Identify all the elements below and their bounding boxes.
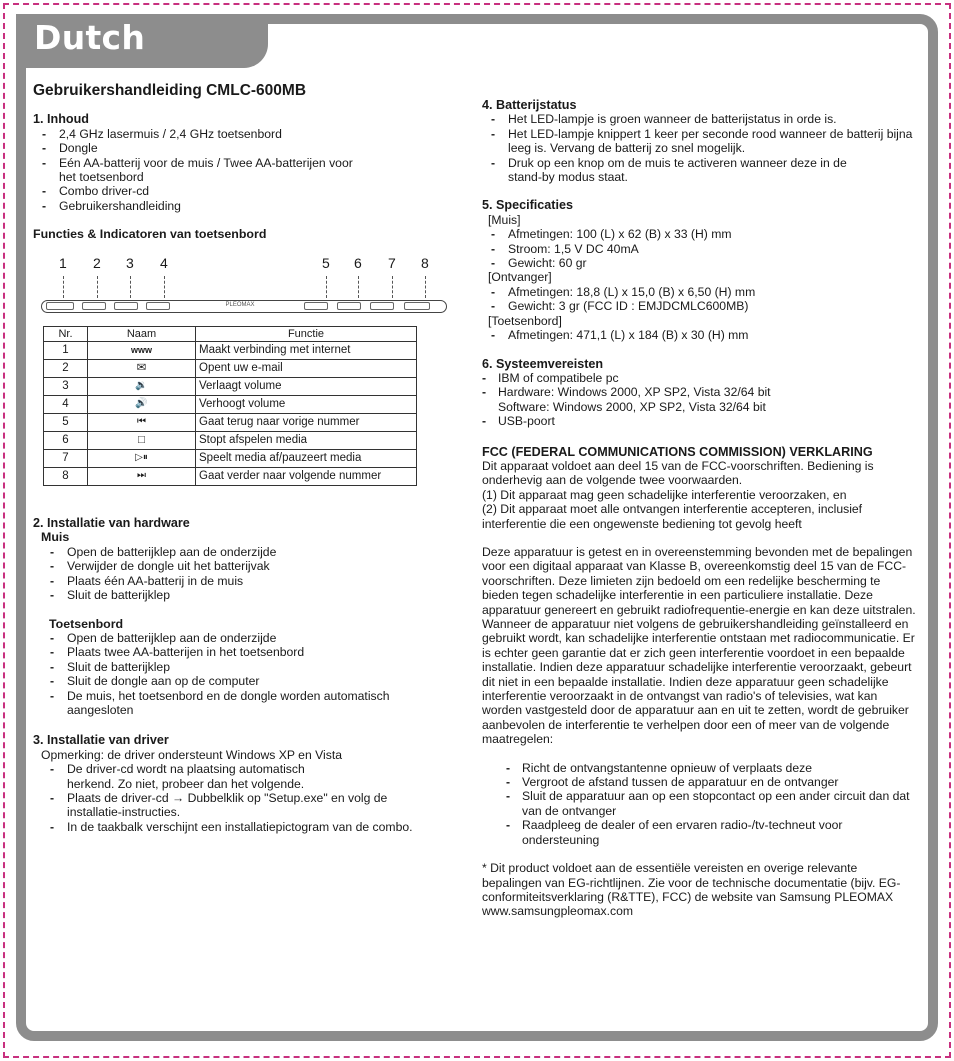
driver-steps [33,762,463,834]
diagram-number: 3 [126,254,134,271]
previous-track-icon: ⏮ [88,414,196,432]
row-function: Verhoogt volume [196,396,417,414]
language-tab-title: Dutch [34,18,146,57]
row-function: Stopt afspelen media [196,432,417,450]
system-list [482,371,920,429]
column-header-name: Naam [88,326,196,341]
diagram-number: 1 [59,254,67,271]
list-item: - Eén AA-batterij voor de muis / Twee AA-batterijen voor het toetsenbord [33,156,363,185]
row-nr: 4 [44,396,88,414]
row-function: Opent uw e-mail [196,360,417,378]
contents-list [33,127,463,213]
system-heading: 6. Systeemvereisten [482,356,604,371]
keyboard-hotkey-strip [41,300,447,313]
row-nr: 3 [44,378,88,396]
column-header-nr: Nr. [44,326,88,341]
row-nr: 7 [44,450,88,468]
row-nr: 5 [44,414,88,432]
list-item: - De muis, het toetsenbord en de dongle worden automatisch aangesloten [41,689,401,718]
list-item: - IBM of compatibele pc [482,371,920,385]
diagram-leader-line [392,276,393,298]
mouse-subheading: Muis [41,530,70,545]
list-item: - Sluit de batterijklep [41,660,463,674]
list-item: - Combo driver-cd [33,184,463,198]
row-function: Speelt media af/pauzeert media [196,450,417,468]
www-icon: www [88,342,196,360]
document-title: Gebruikershandleiding CMLC-600MB [33,82,307,99]
list-item: - 2,4 GHz lasermuis / 2,4 GHz toetsenbord [33,127,463,141]
diagram-number: 8 [421,254,429,271]
list-item: - De driver-cd wordt na plaatsing automatisch herkend. Zo niet, probeer dan het volgende. [41,762,311,791]
list-item: - Het LED-lampje knippert 1 keer per seconde rood wanneer de batterij bijna leeg is. Vervang de batterij zo snel mogelijk. [482,127,920,156]
list-item: - Druk op een knop om de muis te activeren wanneer deze in de stand-by modus staat. [482,156,882,185]
stop-icon: □ [88,432,196,450]
next-track-icon: ⏭ [88,468,196,486]
list-item: - Richt de ontvangstantenne opnieuw of verplaats deze [482,761,920,775]
table-row [44,342,417,360]
diagram-number: 6 [354,254,362,271]
list-item: - Afmetingen: 18,8 (L) x 15,0 (B) x 6,50 (H) mm [482,285,920,299]
functions-heading: Functies & Indicatoren van toetsenbord [33,227,267,242]
row-nr: 8 [44,468,88,486]
diagram-leader-line [130,276,131,298]
row-function: Verlaagt volume [196,378,417,396]
receiver-spec-label: [Ontvanger] [488,270,552,285]
mouse-spec-label: [Muis] [488,212,521,227]
function-table [43,326,417,486]
previous-track-key [304,302,328,310]
play-pause-key [370,302,394,310]
volume-up-icon: 🔊 [88,396,196,414]
right-column [482,98,920,919]
row-nr: 1 [44,342,88,360]
mail-icon: ✉ [88,360,196,378]
list-item: - Gewicht: 60 gr [482,256,920,270]
list-item: - Stroom: 1,5 V DC 40mA [482,242,920,256]
table-row [44,378,417,396]
volume-down-icon: 🔉 [88,378,196,396]
fcc-intro: Dit apparaat voldoet aan deel 15 van de FCC-voorschriften. Bediening is onderhevig aan de volgende twee voorwaarden. [482,458,874,488]
row-function: Gaat verder naar volgende nummer [196,468,417,486]
list-item: - Plaats twee AA-batterijen in het toetsenbord [41,645,463,659]
stop-key [337,302,361,310]
diagram-number: 5 [322,254,330,271]
list-item: - Vergroot de afstand tussen de apparatuur en de ontvanger [482,775,920,789]
row-nr: 2 [44,360,88,378]
keyboard-hotkey-diagram [33,256,443,316]
fcc-body: Deze apparatuur is getest en in overeenstemming bevonden met de bepalingen voor een digitaal apparaat van Klasse B, overeenkomstig deel 15 van de FCC-voorschriften. Deze limieten zijn bedoeld om een redelijke bescherming te bieden tegen schadelijke interferentie in een particuliere installatie. Deze apparatuur genereert en gebruikt radiofrequentie-energie en kan deze uitstralen. Wanneer de apparatuur niet volgens de gebruikershandleiding geïnstalleerd en gebruikt wordt, kan schadelijke interferentie ontstaan met radiocommunicatie. Er is echter geen garantie dat er zich geen interferentie voordoet in een bepaalde installatie. Indien deze apparatuur schadelijke interferentie veroorzaakt, gebeurt dit niet in een bepaalde installatie. Indien deze apparatuur geen schadelijke interferentie veroorzaakt in de ontvangst van radio's of televisies, wat kan worden vastgesteld door de apparatuur aan en uit te zetten, wordt de gebruiker aanbevolen de interferentie te verhelpen door een of meer van de volgende maatregelen: [482,544,916,747]
diagram-leader-line [97,276,98,298]
hardware-heading: 2. Installatie van hardware [33,516,190,531]
list-item: - Gewicht: 3 gr (FCC ID : EMJDCMLC600MB) [482,299,920,313]
keyboard-steps [33,631,463,717]
keyboard-subheading: Toetsenbord [49,616,124,631]
footnote: * Dit product voldoet aan de essentiële vereisten en overige relevante bepalingen van EG-richtlijnen. Zie voor de technische documentatie (bijv. EG-conformiteitsverklaring (R&TTE), FCC) de website van Samsung PLEOMAX www.samsungpleomax.com [482,861,901,919]
row-function: Gaat terug naar vorige nummer [196,414,417,432]
diagram-number: 2 [93,254,101,271]
keyboard-specs [482,328,920,342]
row-function: Maakt verbinding met internet [196,342,417,360]
brand-label: PLEOMAX [225,301,255,308]
keyboard-spec-label: [Toetsenbord] [488,313,562,328]
mouse-specs [482,227,920,270]
list-item: - Raadpleeg de dealer of een ervaren radio-/tv-techneut voor ondersteuning [482,818,852,847]
list-item: - Sluit de apparatuur aan op een stopcontact op een ander circuit dan dat van de ontvanger [482,789,920,818]
battery-list [482,112,920,184]
list-item: - Afmetingen: 471,1 (L) x 184 (B) x 30 (H) mm [482,328,920,342]
driver-note: Opmerking: de driver ondersteunt Windows XP en Vista [41,747,343,762]
left-column [33,84,463,834]
diagram-leader-line [164,276,165,298]
diagram-leader-line [326,276,327,298]
list-item: - Het LED-lampje is groen wanneer de batterijstatus in orde is. [482,112,920,126]
diagram-leader-line [358,276,359,298]
list-item: - Open de batterijklep aan de onderzijde [41,631,463,645]
list-item: - In de taakbalk verschijnt een installatiepictogram van de combo. [41,820,463,834]
table-row [44,396,417,414]
mouse-steps [33,545,463,603]
row-nr: 6 [44,432,88,450]
list-item [482,385,920,414]
contents-heading: 1. Inhoud [33,112,89,127]
software-requirement: Software: Windows 2000, XP SP2, Vista 32/64 bit [498,399,766,414]
list-item: - Open de batterijklep aan de onderzijde [41,545,463,559]
table-row [44,414,417,432]
driver-heading: 3. Installatie van driver [33,733,169,748]
receiver-specs [482,285,920,314]
list-item: - Dongle [33,141,463,155]
list-item: - USB-poort [482,414,920,428]
list-item: - Plaats één AA-batterij in de muis [41,574,463,588]
fcc-condition-2: (2) Dit apparaat moet alle ontvangen interferentie accepteren, inclusief interferentie die een ongewenste bediening tot gevolg heeft [482,502,863,531]
table-row [44,450,417,468]
specs-heading: 5. Specificaties [482,198,574,213]
list-item: - Afmetingen: 100 (L) x 62 (B) x 33 (H) mm [482,227,920,241]
volume-up-key [146,302,170,310]
list-item: - Sluit de batterijklep [41,588,463,602]
fcc-measures [482,761,920,847]
table-row [44,432,417,450]
list-item: - Verwijder de dongle uit het batterijvak [41,559,463,573]
mail-key [82,302,106,310]
diagram-number: 7 [388,254,396,271]
list-item: - Sluit de dongle aan op de computer [41,674,463,688]
list-item: - Gebruikershandleiding [33,199,463,213]
hardware-requirement: - Hardware: Windows 2000, XP SP2, Vista 32/64 bit [498,385,771,400]
www-key [46,302,74,310]
table-row [44,468,417,486]
next-track-key [404,302,430,310]
battery-heading: 4. Batterijstatus [482,98,577,112]
table-row [44,360,417,378]
diagram-leader-line [425,276,426,298]
diagram-leader-line [63,276,64,298]
diagram-number: 4 [160,254,168,271]
volume-down-key [114,302,138,310]
list-item: - Plaats de driver-cd → Dubbelklik op "Setup.exe" en volg de installatie-instructies. [41,791,401,820]
play-pause-icon: ▷⏸ [88,450,196,468]
fcc-condition-1: (1) Dit apparaat mag geen schadelijke interferentie veroorzaken, en [482,487,847,502]
column-header-function: Functie [196,326,417,341]
fcc-heading: FCC (FEDERAL COMMUNICATIONS COMMISSION) VERKLARING [482,444,873,459]
